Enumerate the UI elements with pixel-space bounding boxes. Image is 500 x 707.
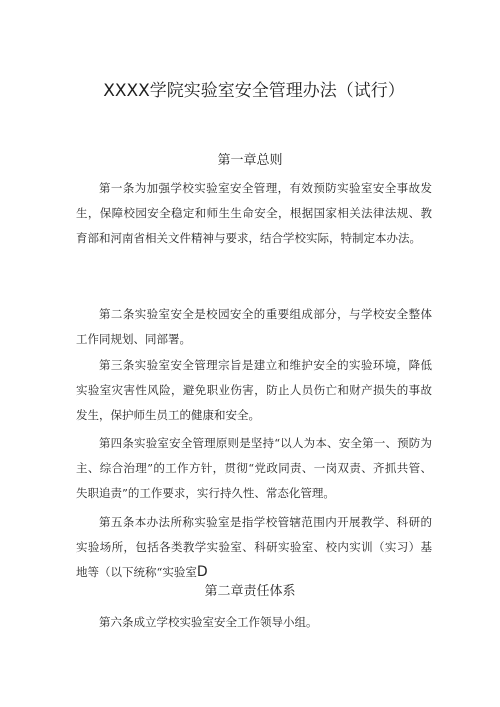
article-5-text: 第五条本办法所称实验室是指学校管辖范围内开展教学、科研的实验场所，包括各类教学实验室、科研实验室、校内实训（实习）基地等（以下统称“实验室 bbox=[76, 515, 432, 579]
article-3: 第三条实验室安全管理宗旨是建立和维护安全的实验环境，降低实验室灾害性风险，避免职业伤害，防止人员伤亡和财产损失的事故发生，保护师生员工的健康和安全。 bbox=[76, 358, 432, 422]
article-5 bbox=[76, 510, 432, 584]
chapter-heading-1: 第一章总则 bbox=[217, 153, 283, 168]
chapter-heading-2: 第二章责任体系 bbox=[204, 584, 296, 599]
article-6: 第六条成立学校实验室安全工作领导小组。 bbox=[99, 615, 318, 629]
article-1: 第一条为加强学校实验室安全管理，有效预防实验室安全事故发生，保障校园安全稳定和师生生命安全，根据国家相关法律法规、教育部和河南省相关文件精神与要求，结合学校实际，特制定本办法。 bbox=[76, 181, 432, 245]
document-title: XXXX学院实验室安全管理办法（试行） bbox=[103, 81, 405, 101]
article-2: 第二条实验室安全是校园安全的重要组成部分，与学校安全整体工作同规划、同部署。 bbox=[76, 307, 432, 346]
article-5-tail: D bbox=[196, 563, 208, 580]
article-4: 第四条实验室安全管理原则是坚持“以人为本、安全第一、预防为主、综合治理”的工作方针，贯彻“党政同责、一岗双责、齐抓共管、失职追责”的工作要求，实行持久性、常态化管理。 bbox=[76, 436, 432, 500]
